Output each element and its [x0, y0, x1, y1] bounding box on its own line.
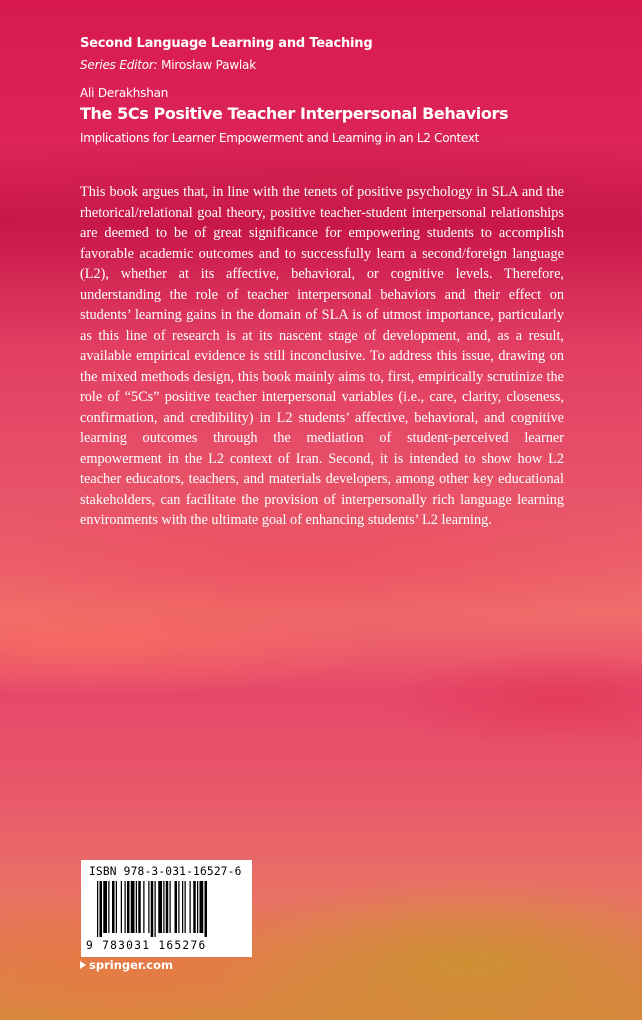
barcode-bar [151, 881, 154, 937]
book-author: Ali Derakhshan [80, 86, 169, 100]
book-blurb: This book argues that, in line with the tenets of positive psychology in SLA and the rhetorical/relational goal theory, positive teacher-student interpersonal relationships are deemed to be of great significance for empowering students to accomplish favorable academic outcomes and to successfully learn a second/foreign language (L2), whether at its affective, behavioral, or cognitive levels. Therefore, understanding the role of teacher interpersonal behaviors and their effect on students’ learning gains in the domain of SLA is of utmost importance, particularly as this line of research is at its nascent stage of development, and, as a result, available empirical evidence is still inconclusive. To address this issue, drawing on the mixed methods design, this book mainly aims to, first, empirically scrutinize the role of “5Cs” positive teacher interpersonal variables (i.e., care, clarity, closeness, confirmation, and credibility) in L2 students’ affective, behavioral, and cognitive learning outcomes through the mediation of student-perceived learner empowerment in the L2 context of Iran. Second, it is intended to show how L2 teacher educators, teachers, and materials developers, among other key educational stakeholders, can facilitate the provision of interpersonally rich language learning environments with the ultimate goal of enhancing students’ L2 learning. [80, 184, 564, 528]
barcode-bar [170, 881, 171, 933]
barcode-digits: 9 783031 165276 [86, 939, 207, 952]
triangle-right-icon [80, 961, 86, 969]
barcode-bar [116, 881, 117, 933]
series-editor [80, 58, 256, 72]
barcode-bar [97, 881, 98, 937]
barcode-bar [205, 881, 208, 937]
barcode-bar [108, 881, 109, 933]
isbn-label: ISBN 978-3-031-16527-6 [89, 865, 242, 878]
barcode-bar [190, 881, 191, 933]
barcode-bar [131, 881, 135, 933]
barcode-bar [193, 881, 196, 933]
book-subtitle: Implications for Learner Empowerment and Learning in an L2 Context [80, 131, 480, 145]
publisher-url: springer.com [89, 958, 174, 972]
barcode-bar [148, 881, 149, 933]
barcode-bar [197, 881, 198, 933]
barcode-bar [185, 881, 186, 933]
book-title: The 5Cs Positive Teacher Interpersonal Behaviors [80, 104, 509, 123]
barcode-bar [166, 881, 169, 933]
barcode-bar [136, 881, 137, 933]
isbn-barcode [81, 860, 252, 957]
series-editor-name: Mirosław Pawlak [161, 58, 256, 72]
publisher-link[interactable] [80, 958, 173, 972]
barcode-bar [100, 881, 103, 937]
barcode-bar [182, 881, 183, 933]
barcode-bar [103, 881, 107, 933]
barcode-bars-icon [97, 881, 245, 937]
barcode-bar [178, 881, 179, 933]
barcode-bar [138, 881, 141, 933]
barcode-bar [175, 881, 178, 933]
barcode-bar [121, 881, 122, 933]
barcode-bar [155, 881, 156, 937]
series-editor-label: Series Editor: [80, 58, 158, 72]
barcode-bar [163, 881, 164, 933]
barcode-bar [127, 881, 130, 933]
barcode-bar [200, 881, 204, 933]
barcode-bar [125, 881, 126, 933]
barcode-bar [112, 881, 115, 933]
barcode-bar [158, 881, 162, 933]
barcode-bar [143, 881, 144, 933]
series-title: Second Language Learning and Teaching [80, 36, 373, 51]
